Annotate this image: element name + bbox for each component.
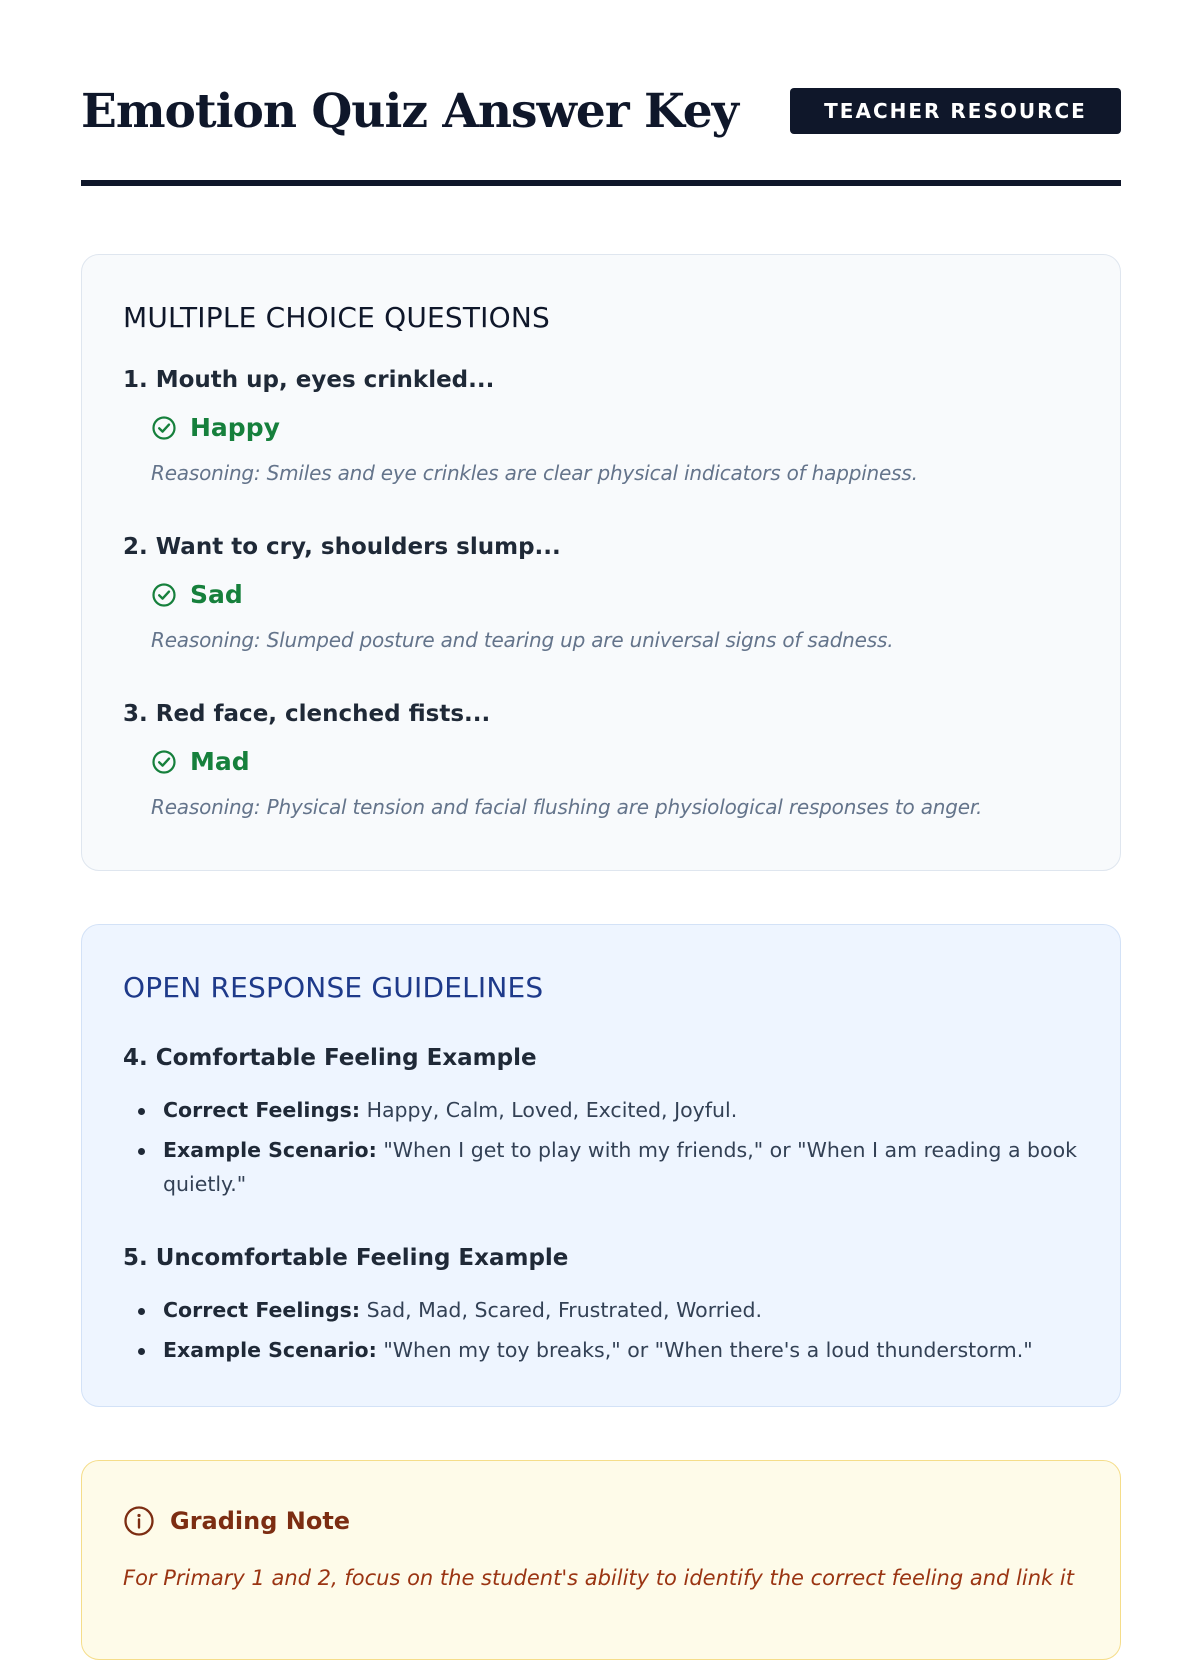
answer-label: Sad bbox=[190, 580, 243, 609]
bullet-text: "When my toy breaks," or "When there's a loud thunderstorm." bbox=[376, 1338, 1033, 1362]
teacher-resource-badge: TEACHER RESOURCE bbox=[790, 88, 1121, 134]
bullet-label: Correct Feelings: bbox=[163, 1098, 361, 1122]
bullet-text: "When I get to play with my friends," or "When I am reading a book quietly." bbox=[163, 1138, 1077, 1196]
answer-key-page bbox=[81, 0, 1121, 1590]
page-title: Emotion Quiz Answer Key bbox=[81, 84, 738, 139]
page-header bbox=[81, 0, 1121, 188]
open-response-title: 4. Comfortable Feeling Example bbox=[123, 1045, 537, 1071]
guideline-bullet bbox=[123, 1133, 1083, 1201]
answer-label: Mad bbox=[190, 747, 250, 776]
multiple-choice-heading: MULTIPLE CHOICE QUESTIONS bbox=[123, 301, 550, 334]
correct-answer bbox=[151, 747, 250, 776]
check-circle-icon bbox=[151, 415, 177, 441]
correct-answer bbox=[151, 413, 280, 442]
bullet-label: Example Scenario: bbox=[163, 1338, 377, 1362]
open-response-section bbox=[81, 924, 1121, 1407]
grading-note-header bbox=[123, 1505, 350, 1537]
grading-note-text: For Primary 1 and 2, focus on the student's ability to identify the correct feeling and link it bbox=[123, 1566, 1074, 1590]
answer-reasoning: Reasoning: Smiles and eye crinkles are clear physical indicators of happiness. bbox=[151, 461, 918, 485]
check-circle-icon bbox=[151, 749, 177, 775]
guideline-list bbox=[123, 1093, 1083, 1207]
header-divider bbox=[81, 180, 1121, 186]
question-text: 3. Red face, clenched fists... bbox=[123, 701, 491, 727]
open-response-title: 5. Uncomfortable Feeling Example bbox=[123, 1245, 569, 1271]
bullet-label: Example Scenario: bbox=[163, 1138, 377, 1162]
answer-label: Happy bbox=[190, 413, 280, 442]
question-text: 1. Mouth up, eyes crinkled... bbox=[123, 367, 495, 393]
check-circle-icon bbox=[151, 582, 177, 608]
bullet-text: Happy, Calm, Loved, Excited, Joyful. bbox=[360, 1098, 738, 1122]
grading-note-title: Grading Note bbox=[170, 1507, 351, 1535]
open-response-heading: OPEN RESPONSE GUIDELINES bbox=[123, 971, 544, 1004]
answer-reasoning: Reasoning: Slumped posture and tearing up are universal signs of sadness. bbox=[151, 628, 894, 652]
answer-reasoning: Reasoning: Physical tension and facial flushing are physiological responses to anger. bbox=[151, 795, 983, 819]
guideline-bullet bbox=[123, 1093, 1083, 1127]
info-circle-icon bbox=[123, 1505, 155, 1537]
guideline-bullet bbox=[123, 1293, 1083, 1327]
multiple-choice-section bbox=[81, 254, 1121, 871]
grading-note-section bbox=[81, 1460, 1121, 1660]
guideline-list bbox=[123, 1293, 1083, 1373]
bullet-label: Correct Feelings: bbox=[163, 1298, 361, 1322]
bullet-text: Sad, Mad, Scared, Frustrated, Worried. bbox=[360, 1298, 763, 1322]
correct-answer bbox=[151, 580, 243, 609]
guideline-bullet bbox=[123, 1333, 1083, 1367]
question-text: 2. Want to cry, shoulders slump... bbox=[123, 534, 561, 560]
